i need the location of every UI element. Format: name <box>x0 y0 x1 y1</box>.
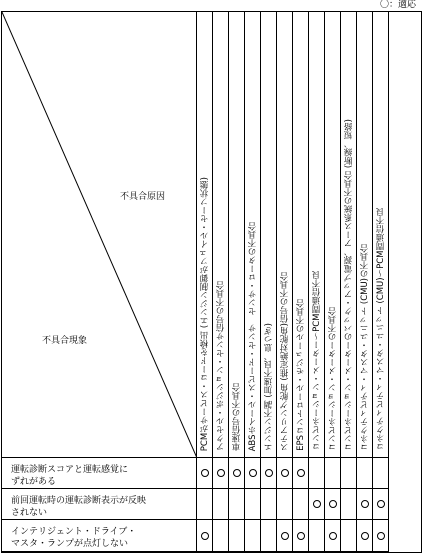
applicable-circle-icon <box>313 500 321 508</box>
corner-header <box>2 12 197 458</box>
applicable-circle-icon <box>217 469 225 477</box>
cause-column-header <box>309 12 325 458</box>
applicable-circle-icon <box>265 469 273 477</box>
cause-column-label: エンジン不調 (加速不良、息つぎ) <box>264 322 274 451</box>
table-cell <box>213 458 229 489</box>
table-cell <box>325 458 341 489</box>
table-cell <box>325 489 341 520</box>
symptom-header-label: 不具合現象 <box>42 336 88 346</box>
applicable-circle-icon <box>249 469 257 477</box>
cause-column-label: ステアリング舵角 (推定絶対舵角)信号の不具合 <box>280 271 290 451</box>
cause-header-label: 不具合原因 <box>120 192 166 202</box>
applicable-circle-icon <box>233 469 241 477</box>
cause-column-label: コンビネーション・メーター～PCM間通信不良 <box>312 271 322 451</box>
legend: 〇：適応 <box>379 0 416 10</box>
applicable-circle-icon <box>297 532 305 540</box>
table-cell <box>261 520 277 552</box>
table-cell <box>277 520 293 552</box>
table-cell <box>357 520 373 552</box>
table-cell <box>197 520 213 552</box>
table-cell <box>261 458 277 489</box>
table-cell <box>277 489 293 520</box>
table-cell <box>277 458 293 489</box>
table-cell <box>293 458 309 489</box>
cause-column-label: コネクティビティ・マスタ・ユニット (CMU)～PCM間通信不良 <box>376 208 386 451</box>
table-cell <box>309 458 325 489</box>
table-cell <box>357 458 373 489</box>
applicable-circle-icon <box>329 532 337 540</box>
table-cell <box>245 520 261 552</box>
table-cell <box>245 489 261 520</box>
cause-column-header <box>293 12 309 458</box>
applicable-circle-icon <box>329 500 337 508</box>
cause-column-label: コンビネーション・メーターの不具合 <box>328 306 338 451</box>
symptom-row-label: 運転診断スコアと運転感覚に ずれがある <box>2 458 197 489</box>
table-cell <box>213 520 229 552</box>
table-cell <box>357 489 373 520</box>
table-cell <box>229 458 245 489</box>
table-cell <box>341 458 357 489</box>
cause-column-header <box>261 12 277 458</box>
applicable-circle-icon <box>377 500 385 508</box>
corner-diagonal <box>2 12 197 458</box>
cause-column-label: コネクティビティ・マスタ・ユニット (CMU)の不具合 <box>360 243 370 451</box>
cause-column-header <box>325 12 341 458</box>
cause-column-header <box>197 12 213 458</box>
table-cell <box>373 489 389 520</box>
table-cell <box>341 520 357 552</box>
table-cell <box>261 489 277 520</box>
diagnosis-table <box>1 11 422 553</box>
table-cell <box>229 520 245 552</box>
cause-column-label: 車速信号の不具合 <box>232 383 242 451</box>
applicable-circle-icon <box>201 469 209 477</box>
applicable-circle-icon <box>361 532 369 540</box>
table-cell <box>197 458 213 489</box>
symptom-row-label: インテリジェント・ドライブ・ マスタ・ランプが点灯しない <box>2 520 197 552</box>
applicable-circle-icon <box>361 500 369 508</box>
applicable-circle-icon <box>281 469 289 477</box>
table-cell <box>341 489 357 520</box>
cause-column-label: ABSホイール・スピード・センサ センサ・ロータの不具合 <box>248 221 258 451</box>
cause-column-header <box>245 12 261 458</box>
cause-column-header <box>341 12 357 458</box>
table-cell <box>293 489 309 520</box>
cause-column-header <box>357 12 373 458</box>
table-cell <box>245 458 261 489</box>
table-cell <box>213 489 229 520</box>
table-cell <box>293 520 309 552</box>
symptom-row-label: 前回運転時の運転診断表示が反映 されない <box>2 489 197 520</box>
cause-column-label: アクセル・ポジション・センサ信号の不具合 <box>216 281 226 451</box>
applicable-circle-icon <box>297 469 305 477</box>
applicable-circle-icon <box>201 532 209 540</box>
applicable-circle-icon <box>377 532 385 540</box>
cause-column-label: コンビネーション・メーターのバック・アップ電源、アース系統の不具合 (断線、短絡) <box>344 118 354 451</box>
cause-column-label: PCMがサービス・コードを検出 (エンジン制御がフェイル・セーフ状態) <box>200 176 210 451</box>
table-cell <box>229 489 245 520</box>
cause-column-header <box>229 12 245 458</box>
table-cell <box>309 520 325 552</box>
table-cell <box>373 520 389 552</box>
cause-column-header <box>373 12 389 458</box>
applicable-circle-icon <box>281 532 289 540</box>
cause-column-label: EPSコントロール・モジュールの不具合 <box>296 299 306 451</box>
table-cell <box>325 520 341 552</box>
table-cell <box>309 489 325 520</box>
cause-column-header <box>213 12 229 458</box>
cause-column-header <box>277 12 293 458</box>
table-cell <box>373 458 389 489</box>
table-cell <box>197 489 213 520</box>
